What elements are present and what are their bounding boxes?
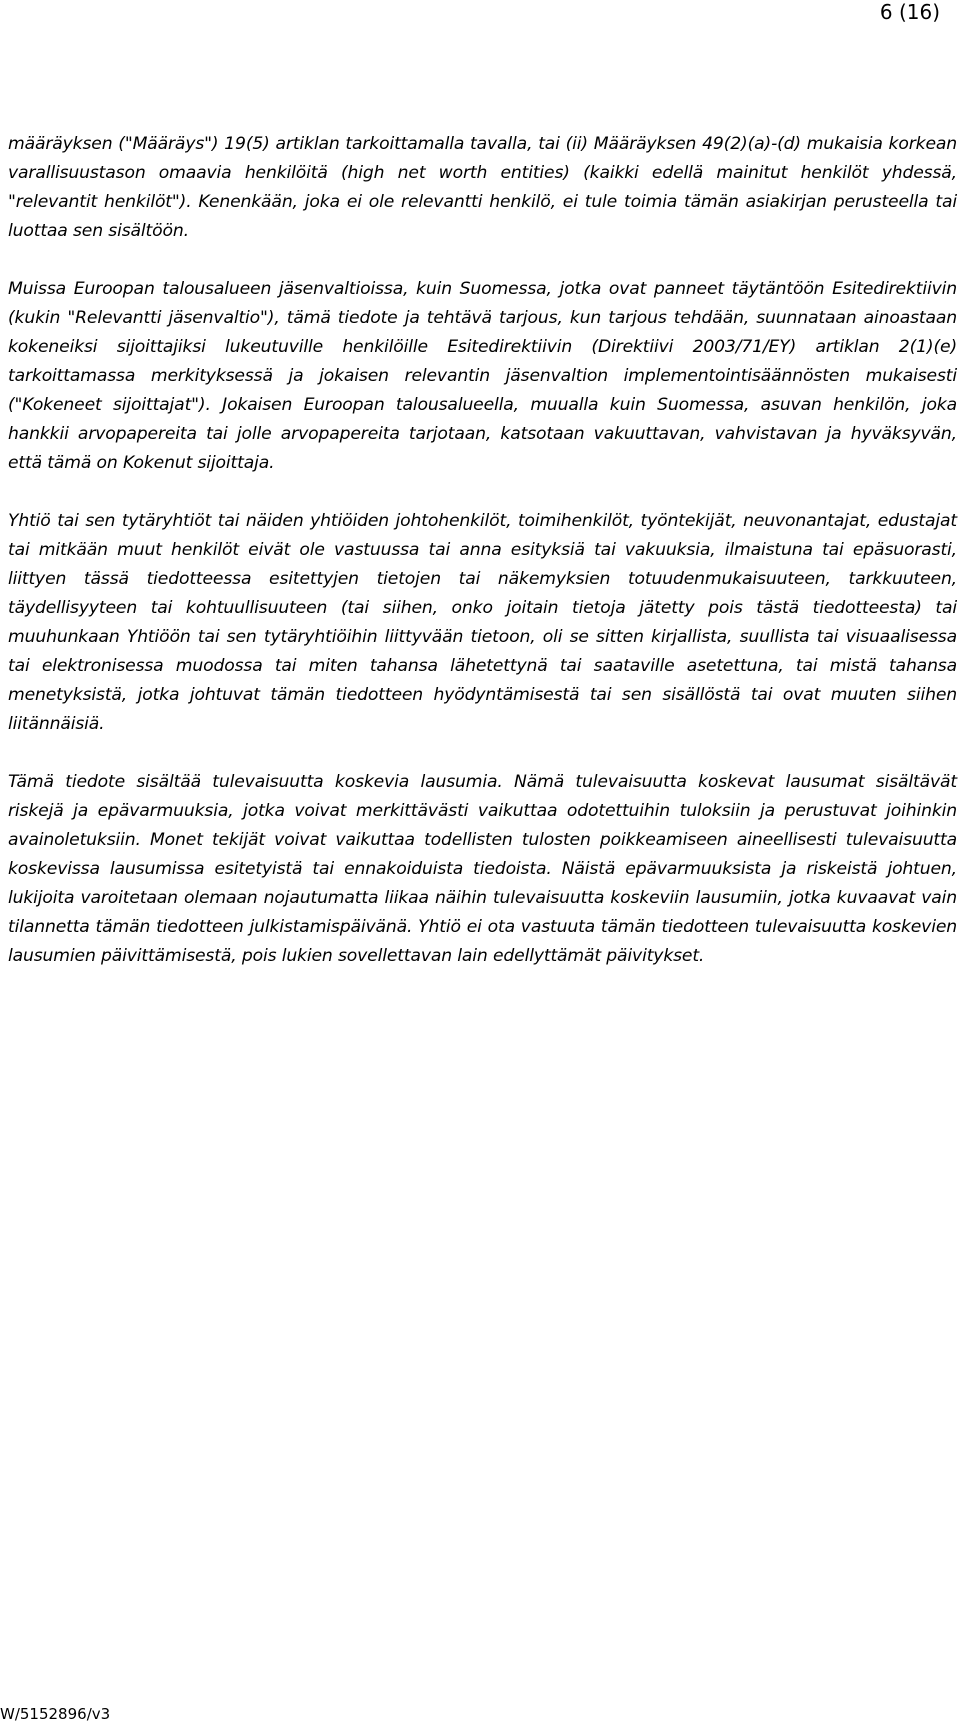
document-body bbox=[8, 130, 957, 971]
paragraph-liability-disclaimer: Yhtiö tai sen tytäryhtiöt tai näiden yhtiöiden johtohenkilöt, toimihenkilöt, työntekijät, neuvonantajat, edustajat tai mitkään muut henkilöt eivät ole vastuussa tai anna esityksiä tai vakuuksia, ilmaistuna tai epäsuorasti, liittyen tässä tiedotteessa esitettyjen tietojen tai näkemyksien totuudenmukaisuuteen, tarkkuuteen, täydellisyyteen tai kohtuullisuuteen (tai siihen, onko joitain tietoja jätetty pois tästä tiedotteesta) tai muuhunkaan Yhtiöön tai sen tytäryhtiöihin liittyvään tietoon, oli se sitten kirjallista, suullista tai visuaalisessa tai elektronisessa muodossa tai miten tahansa lähetettynä tai saataville asetettuna, tai mistä tahansa menetyksistä, jotka johtuvat tämän tiedotteen hyödyntämisestä tai sen sisällöstä tai ovat muuten siihen liitännäisiä. bbox=[8, 511, 957, 734]
page-number: 6 (16) bbox=[879, 0, 940, 24]
document-code: W/5152896/v3 bbox=[0, 1705, 111, 1723]
paragraph-restricted-persons: määräyksen ("Määräys") 19(5) artiklan tarkoittamalla tavalla, tai (ii) Määräyksen 49(2)(a)-(d) mukaisia korkean varallisuustason omaavia henkilöitä (high net worth entities) (kaikki edellä mainitut henkilöt yhdessä, "relevantit henkilöt"). Kenenkään, joka ei ole relevantti henkilö, ei tule toimia tämän asiakirjan perusteella tai luottaa sen sisältöön. bbox=[8, 134, 957, 241]
paragraph-forward-looking-statements: Tämä tiedote sisältää tulevaisuutta koskevia lausumia. Nämä tulevaisuutta koskevat lausumat sisältävät riskejä ja epävarmuuksia, jotka voivat merkittävästi vaikuttaa odotettuihin tuloksiin ja perustuvat joihinkin avainoletuksiin. Monet tekijät voivat vaikuttaa todellisten tulosten poikkeamiseen aineellisesti tulevaisuutta koskevissa lausumissa esitetyistä tai ennakoiduista tiedoista. Näistä epävarmuuksista ja riskeistä johtuen, lukijoita varoitetaan olemaan nojautumatta liikaa näihin tulevaisuutta koskeviin lausumiin, jotka kuvaavat vain tilannetta tämän tiedotteen julkistamispäivänä. Yhtiö ei ota vastuuta tämän tiedotteen tulevaisuutta koskevien lausumien päivittämisestä, pois lukien sovellettavan lain edellyttämät päivitykset. bbox=[8, 772, 957, 966]
paragraph-eea-qualified-investors: Muissa Euroopan talousalueen jäsenvaltioissa, kuin Suomessa, jotka ovat panneet täytäntöön Esitedirektiivin (kukin "Relevantti jäsenvaltio"), tämä tiedote ja tehtävä tarjous, kun tarjous tehdään, suunnataan ainoastaan kokeneiksi sijoittajiksi lukeutuville henkilöille Esitedirektiivin (Direktiivi 2003/71/EY) artiklan 2(1)(e) tarkoittamassa merkityksessä ja jokaisen relevantin jäsenvaltion implementointisäännösten mukaisesti ("Kokeneet sijoittajat"). Jokaisen Euroopan talousalueella, muualla kuin Suomessa, asuvan henkilön, joka hankkii arvopapereita tai jolle arvopapereita tarjotaan, katsotaan vakuuttavan, vahvistavan ja hyväksyvän, että tämä on Kokenut sijoittaja. bbox=[8, 279, 957, 473]
